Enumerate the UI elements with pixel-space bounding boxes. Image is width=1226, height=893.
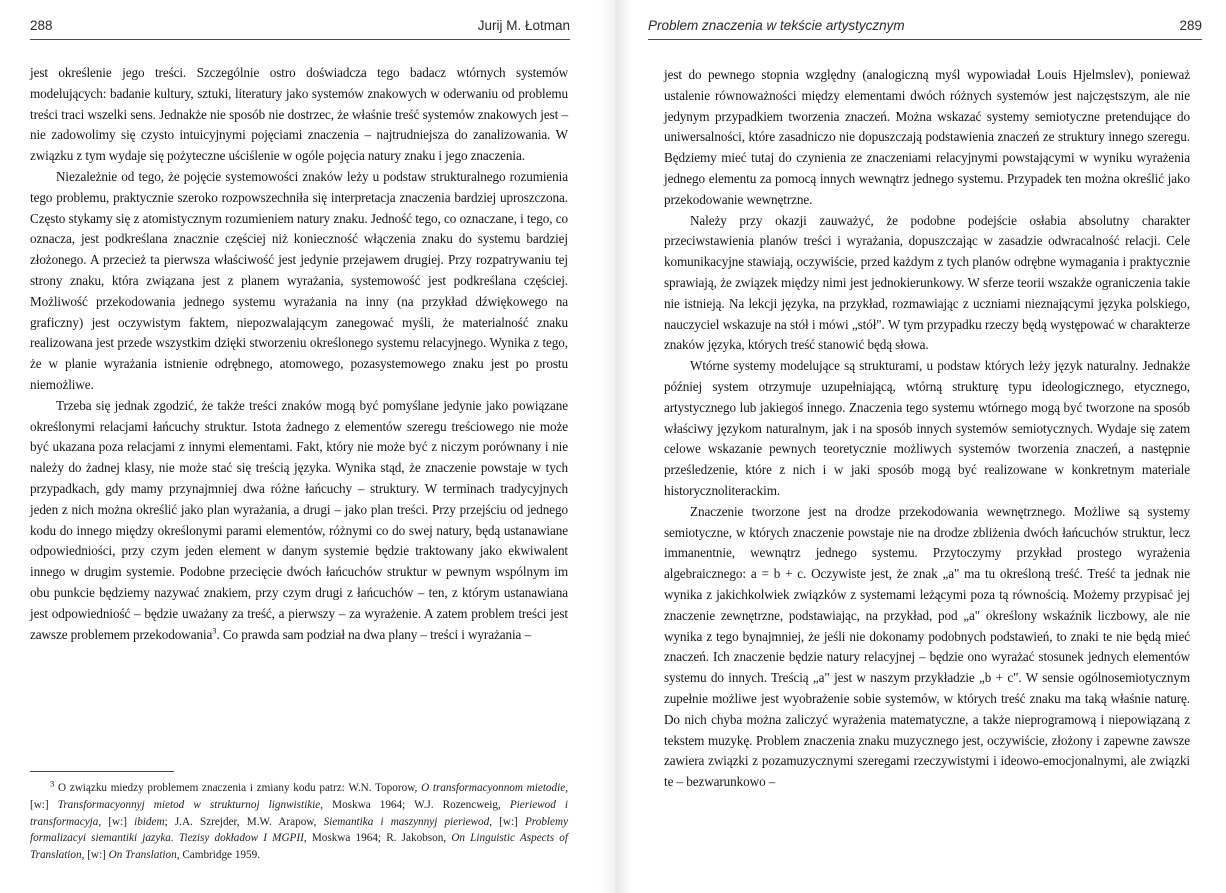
footnote-text: , [w:] — [81, 849, 109, 862]
footnote-reference: 3 — [212, 625, 217, 636]
left-running-head — [30, 18, 570, 40]
running-head-author: Jurij M. Łotman — [477, 18, 570, 33]
header-rule — [648, 39, 1202, 40]
footnote-title: O transformacyonnom mietodie — [421, 782, 566, 794]
footnote-rule — [30, 771, 174, 772]
footnote-title: ibidem — [134, 815, 165, 828]
page-number: 289 — [1179, 18, 1202, 33]
footnote-title: Transformacyonnyj mietod w strukturnoj lignwistikie — [57, 798, 321, 811]
footnote-title: Pieriewod i transformacyja — [30, 798, 568, 828]
footnote-text: ; J.A. Szrejder, M.W. Arapow, — [164, 815, 324, 828]
header-rule — [30, 39, 570, 40]
page-number: 288 — [30, 18, 53, 33]
footnote-title: Siemantika i maszynnyj pieriewod — [323, 815, 490, 828]
paragraph: Wtórne systemy modelujące są strukturami, u podstaw których leży język naturalny. Jednakże później system otrzymuje uzupełniającą, wtórną strukturę typu ideologicznego, etycznego, artystycznego lub jakiegoś innego. Znaczenia tego systemu wtórnego mogą być tworzone na sposób właściwy językom naturalnym, jak i na sposób innych systemów semiotycznych. Wydaje się zatem celowe wskazanie pewnych teoretycznie możliwych systemów tworzenia znaczeń, a następnie prześledzenie, które z nich i w jaki sposób mogą być realizowane w konkretnym materiale historycznoliterackim. — [664, 358, 1190, 498]
paragraph-text: . Co prawda sam podział na dwa plany – treści i wyrażania – — [216, 626, 531, 642]
footnote-title: Problemy formalizacyi siemantiki jazyka. Tiezisy dokładow I MGPII — [30, 815, 569, 845]
footnote-text: , Moskwa 1964; R. Jakobson, — [303, 832, 452, 845]
footnote-text: O związku miedzy problemem znaczenia i zmiany kodu patrz: W.N. Toporow, — [57, 782, 422, 794]
paragraph: Należy przy okazji zauważyć, że podobne podejście osłabia absolutny charakter przeciwstawienia planów treści i wyrażania, dopuszczając w zasadzie odwracalność relacji. Cele komunikacyjne stawiają, oczywiście, przed każdym z tych planów odrębne wymagania i praktycznie sprawiają, że związek między nimi jest jednokierunkowy. W sferze teorii wszakże ograniczenia takie nie istnieją. Na lekcji języka, na przykład, rozmawiając z uczniami nieznającymi języka polskiego, nauczyciel wskazuje na stół i mówi „stół". W tym przypadku rzeczy będą występować w charakterze znaków języka, których treść stanowić będą słowa. — [664, 212, 1190, 353]
right-body-text — [664, 65, 1190, 793]
footnote-marker: 3 — [50, 778, 55, 789]
footnote-text: , [w:] — [489, 815, 525, 828]
paragraph-text: Trzeba się jednak zgodzić, że także treści znaków mogą być pomyślane jedynie jako powiązane określonymi relacjami łańcuchy struktur. Istota żadnego z elementów szeregu treściowego nie może być ukazana poza relacjami z innymi elementami. Fakt, który nie może być z niczym porównany i nie należy do żadnej klasy, nie może stać się treścią języka. Wynika stąd, że znaczenie powstaje w tych przypadkach, gdy mamy przynajmniej dwa różne łańcuchy – struktury. W terminach tradycyjnych jeden z nich można określić jako plan wyrażania, a drugi – jako plan treści. Przy przejściu od jednego kodu do innego między określonymi parami elementów, różnymi co do swej natury, będą ustanawiane odpowiedniości, przy czym jeden element w danym systemie będzie traktowany jako ekwiwalent innego w drugim systemie. Podobne przecięcie dwóch łańcuchów struktur w pewnym wspólnym im obu punkcie będziemy nazywać znakiem, przy czym drugi z łańcuchów – ten, z którym ustanawiana jest odpowiedniość – będzie uważany za treść, a pierwszy – za wyrażenie. A zatem problem treści jest zawsze problemem przekodowania — [30, 397, 568, 642]
paragraph: jest do pewnego stopnia względny (analogiczną myśl wypowiadał Louis Hjelmslev), ponieważ ustalenie równoważności między elementami dwóch różnych systemów jest najczęstszym, ale nie jedynym przypadkiem tworzenia znaczeń. Można wskazać systemy semiotyczne pretendujące do uniwersalności, które zasadniczo nie dopuszczają podstawienia znaczeń ze struktury innego szeregu. Będziemy mieć tutaj do czynienia ze znaczeniami relacyjnymi powstającymi w wyniku wyrażenia jednego elementu za pomocą innych wewnątrz jednego systemu. Przypadek ten można określić jako przekodowanie wewnętrzne. — [664, 67, 1190, 207]
footnote-text: , [w:] — [98, 815, 135, 828]
left-page — [0, 0, 600, 893]
paragraph: Znaczenie tworzone jest na drodze przekodowania wewnętrznego. Możliwe są systemy semiotyczne, w których znaczenie powstaje nie na drodze zbliżenia dwóch łańcuchów struktur, lecz immanentnie, wewnątrz jednego systemu. Przytoczymy przykład prostego wyrażenia algebraicznego: a = b + c. Oczywiste jest, że znak „a" ma tu określoną treść. Treść ta jednak nie wynika z jakichkolwiek związków z systemami leżącymi poza tą równością. Możemy przypisać jej znaczenie zewnętrzne, podstawiając, na przykład, pod „a" określony wskaźnik liczbowy, ale nie wynika z tego bynajmniej, że jeśli nie dokonamy podobnych podstawień, to znaki te nie będą mieć znaczeń. Ich znaczenie będzie natury relacyjnej – będzie ono wyrażać stosunek jednych elementów systemu do innych. Treścią „a" jest w naszym przykładzie „b + c". W sensie ogólnosemiotycznym zupełnie możliwe jest wyobrażenie sobie systemów, w których treść znaku ma taką właśnie naturę. Do nich chyba można zaliczyć wyrażenia matematyczne, a także nieprogramową i niepowiązaną z tekstem muzykę. Problem znaczenia znaku muzycznego jest, oczywiście, złożony i zapewne zawsze zawiera związki z pozamuzycznymi szeregami rzeczywistymi i ideowo-emocjonalnymi, ale związki te – bezwarunkowo – — [664, 503, 1190, 790]
footnote-text: , Moskwa 1964; W.J. Rozencweig, — [320, 798, 510, 811]
paragraph: jest określenie jego treści. Szczególnie ostro doświadcza tego badacz wtórnych systemów modelujących: badanie kultury, sztuki, literatury jako systemów znakowych w oderwaniu od problemu treści traci wszelki sens. Jednakże nie sposób nie dostrzec, że właśnie treść systemów znakowych jest – nie zadowolimy się czysto intuicyjnymi pojęciami znaczenia – najtrudniejsza do zanalizowania. W związku z tym wydaje się pożyteczne uściślenie w ogóle pojęcia natury znaku i jego znaczenia. — [30, 65, 568, 164]
paragraph — [30, 396, 568, 646]
running-head-title: Problem znaczenia w tekście artystycznym — [648, 18, 905, 33]
right-page — [628, 0, 1226, 893]
footnote-title: On Linguistic Aspects of Translation — [30, 832, 568, 862]
footnote-text: , [w:] — [30, 782, 568, 811]
footnote — [30, 780, 568, 864]
paragraph: Niezależnie od tego, że pojęcie systemowości znaków leży u podstaw strukturalnego rozumienia tego problemu, praktycznie szeroko rozpowszechniła się interpretacja znaczenia bardziej uproszczona. Często stykamy się z atomistycznym rozumieniem natury znaku. Jedność tego, co oznaczane, i tego, co oznacza, jest podkreślana znacznie częściej niż konieczność włączenia znaku do systemu bardziej złożonego. A przecież ta pierwsza właściwość jest jedynie przejawem drugiej. Przy rozpatrywaniu tej strony znaku, która związana jest z planem wyrażania, systemowość jest podkreślana częściej. Możliwość przekodowania jednego systemu wyrażania na inny (na przykład dźwiękowego na graficzny) jest oczywistym faktem, niepozwalającym zanegować myśli, że materialność znaku realizowana jest przede wszystkim dzięki stworzeniu określonego systemu relacyjnego. Wynika z tego, że w planie wyrażania istnienie odrębnego, atomowego, pozasystemowego znaku jest po prostu niemożliwe. — [30, 168, 568, 392]
book-gutter — [598, 0, 632, 893]
footnote-text: , Cambridge 1959. — [176, 849, 260, 862]
right-running-head — [648, 18, 1202, 40]
left-body-text — [30, 63, 568, 645]
footnote-title: On Translation — [108, 849, 177, 862]
